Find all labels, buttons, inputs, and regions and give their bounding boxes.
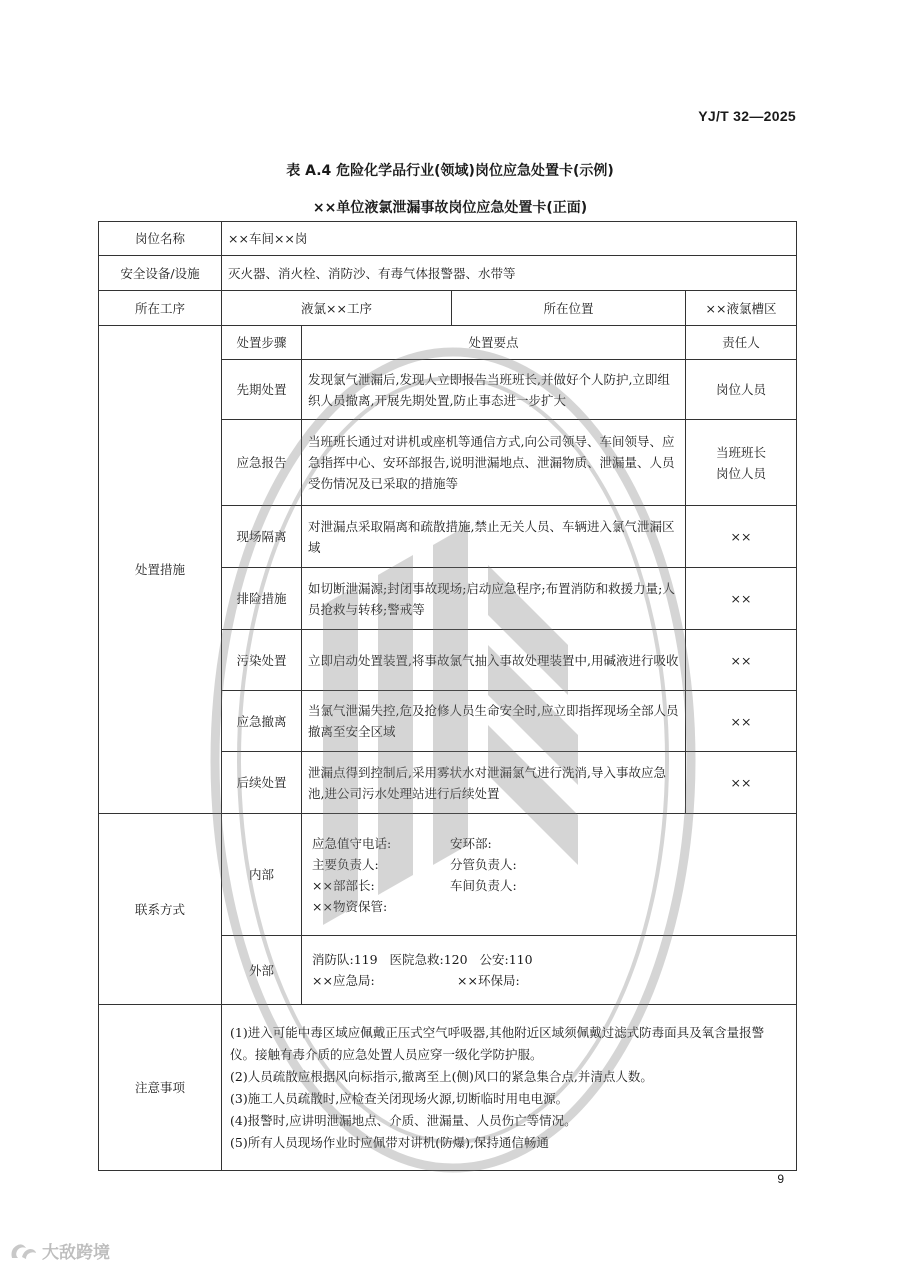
step-responsible: ×× — [686, 691, 797, 752]
step-points: 立即启动处置装置,将事故氯气抽入事故处理装置中,用碱液进行吸收 — [302, 630, 686, 691]
post-name-value: ××车间××岗 — [222, 222, 797, 256]
step-points: 发现氯气泄漏后,发现人立即报告当班班长,并做好个人防护,立即组织人员撤离,开展先期处置,防止事态进一步扩大 — [302, 360, 686, 420]
step-name: 先期处置 — [222, 360, 302, 420]
step-responsible: ×× — [686, 506, 797, 568]
row-measures-header — [99, 326, 797, 360]
header-responsible: 责任人 — [686, 326, 797, 360]
step-name: 现场隔离 — [222, 506, 302, 568]
safety-equipment-label: 安全设备/设施 — [99, 256, 222, 291]
process-value: 液氯××工序 — [222, 291, 452, 326]
list-item: ××物资保管: — [312, 898, 388, 914]
card-title: ××单位液氯泄漏事故岗位应急处置卡(正面) — [312, 200, 588, 216]
list-item: (3)施工人员疏散时,应检查关闭现场火源,切断临时用电电源。 — [230, 1090, 569, 1106]
step-responsible: ×× — [686, 630, 797, 691]
header-step: 处置步骤 — [222, 326, 302, 360]
list-item: 应急值守电话: 安环部: — [312, 835, 492, 851]
step-responsible: 当班班长 岗位人员 — [686, 420, 797, 506]
step-responsible: ×× — [686, 752, 797, 814]
location-label: 所在位置 — [452, 291, 686, 326]
external-contacts — [302, 936, 797, 1005]
row-process — [99, 291, 797, 326]
external-label: 外部 — [222, 936, 302, 1005]
list-item: (5)所有人员现场作业时应佩带对讲机(防爆),保持通信畅通 — [230, 1134, 549, 1150]
step-name: 应急撤离 — [222, 691, 302, 752]
row-notes — [99, 1005, 797, 1171]
emergency-card-table — [98, 221, 797, 1171]
notes-label: 注意事项 — [99, 1005, 222, 1171]
step-points: 当班班长通过对讲机或座机等通信方式,向公司领导、车间领导、应急指挥中心、安环部报告,说明泄漏地点、泄漏物质、泄漏量、人员受伤情况及已采取的措施等 — [302, 420, 686, 506]
external-line-2: ××应急局: ××环保局: — [312, 973, 520, 988]
step-responsible: ×× — [686, 568, 797, 630]
measures-label: 处置措施 — [99, 326, 222, 814]
step-name: 排险措施 — [222, 568, 302, 630]
brand-logo-icon — [8, 1240, 38, 1262]
header-points: 处置要点 — [302, 326, 686, 360]
footer-logo-text: 大敌跨境 — [42, 1243, 110, 1263]
process-label: 所在工序 — [99, 291, 222, 326]
contact-label: 联系方式 — [99, 814, 222, 1005]
step-name: 后续处置 — [222, 752, 302, 814]
internal-label: 内部 — [222, 814, 302, 936]
footer-logo — [8, 1238, 110, 1263]
list-item: (1)进入可能中毒区域应佩戴正压式空气呼吸器,其他附近区域须佩戴过滤式防毒面具及氧含量报警仪。接触有毒介质的应急处置人员应穿一级化学防护服。 — [230, 1024, 765, 1062]
internal-contacts — [302, 814, 797, 936]
page-number: 9 — [777, 1172, 784, 1186]
list-item: 主要负责人: 分管负责人: — [312, 856, 517, 872]
step-responsible: 岗位人员 — [686, 360, 797, 420]
step-points: 泄漏点得到控制后,采用雾状水对泄漏氯气进行洗消,导入事故应急池,进公司污水处理站进行后续处置 — [302, 752, 686, 814]
external-line-1: 消防队:119 医院急救:120 公安:110 — [312, 952, 533, 967]
standard-number: YJ/T 32—2025 — [698, 108, 796, 124]
row-post-name — [99, 222, 797, 256]
safety-equipment-value: 灭火器、消火栓、消防沙、有毒气体报警器、水带等 — [222, 256, 797, 291]
list-item: ××部部长: 车间负责人: — [312, 877, 517, 893]
row-safety-equipment — [99, 256, 797, 291]
step-name: 应急报告 — [222, 420, 302, 506]
step-points: 当氯气泄漏失控,危及抢修人员生命安全时,应立即指挥现场全部人员撤离至安全区域 — [302, 691, 686, 752]
post-name-label: 岗位名称 — [99, 222, 222, 256]
table-title: 表 A.4 危险化学品行业(领域)岗位应急处置卡(示例) — [286, 163, 614, 179]
location-value: ××液氯槽区 — [686, 291, 797, 326]
notes-content — [222, 1005, 797, 1171]
list-item: (4)报警时,应讲明泄漏地点、介质、泄漏量、人员伤亡等情况。 — [230, 1112, 577, 1128]
step-points: 对泄漏点采取隔离和疏散措施,禁止无关人员、车辆进入氯气泄漏区域 — [302, 506, 686, 568]
step-name: 污染处置 — [222, 630, 302, 691]
list-item: (2)人员疏散应根据风向标指示,撤离至上(侧)风口的紧急集合点,并清点人数。 — [230, 1068, 653, 1084]
step-points: 如切断泄漏源;封闭事故现场;启动应急程序;布置消防和救援力量;人员抢救与转移;警戒等 — [302, 568, 686, 630]
row-contact-internal — [99, 814, 797, 936]
